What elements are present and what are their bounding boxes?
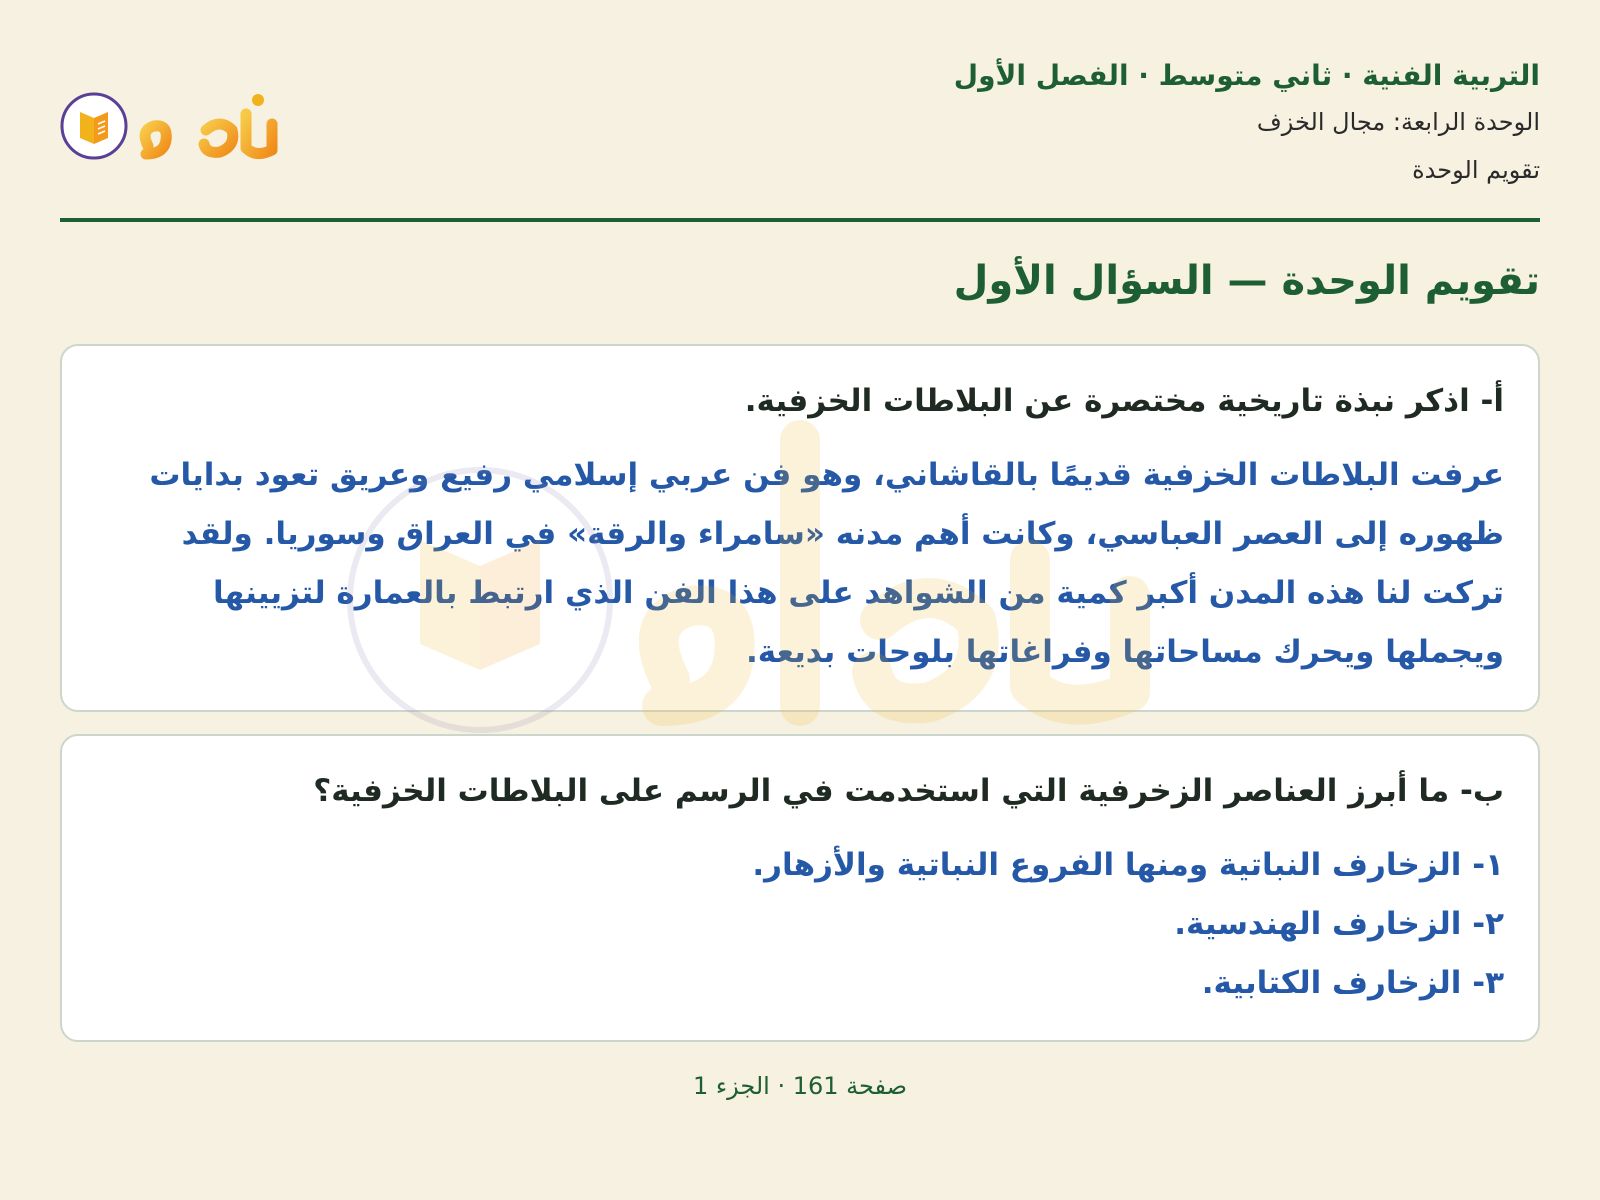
- question-a-card: [60, 344, 1540, 712]
- answer-b-item: ١- الزخارف النباتية ومنها الفروع النباتية والأزهار.: [752, 847, 1504, 883]
- logo-wordmark: [145, 88, 272, 154]
- page-footer: صفحة 161 · الجزء 1: [692, 1072, 908, 1100]
- page-title: تقويم الوحدة — السؤال الأول: [953, 258, 1540, 304]
- header-text: [954, 54, 1540, 194]
- answer-b-item: ٢- الزخارف الهندسية.: [1174, 906, 1504, 942]
- unit-title: الوحدة الرابعة: مجال الخزف: [1256, 108, 1540, 136]
- page-header: [60, 40, 1540, 220]
- question-b-card: [60, 734, 1540, 1042]
- subject-title: التربية الفنية · ثاني متوسط · الفصل الأول: [953, 59, 1540, 92]
- answer-b-item: ٣- الزخارف الكتابية.: [1201, 965, 1504, 1001]
- lesson-title: تقويم الوحدة: [1412, 156, 1540, 184]
- header-divider: [60, 218, 1540, 222]
- question-b-text: ب- ما أبرز العناصر الزخرفية التي استخدمت في الرسم على البلاطات الخزفية؟: [313, 773, 1504, 809]
- answer-a-text: عرفت البلاطات الخزفية قديمًا بالقاشاني، وهو فن عربي إسلامي رفيع وعريق تعود بدايات ظهوره إلى العصر العباسي، وكانت أهم مدنه «سامراء والرقة» في العراق وسوريا. ولقد تركت لنا هذه المدن أكبر كمية من الشواهد على هذا الفن الذي ارتبط بالعمارة لتزيينها ويجملها ويحرك مساحاتها وفراغاتها بلوحات بديعة.: [149, 457, 1504, 670]
- site-logo[interactable]: [60, 74, 290, 174]
- book-icon: [62, 94, 126, 158]
- question-a-text: أ- اذكر نبذة تاريخية مختصرة عن البلاطات الخزفية.: [744, 383, 1504, 419]
